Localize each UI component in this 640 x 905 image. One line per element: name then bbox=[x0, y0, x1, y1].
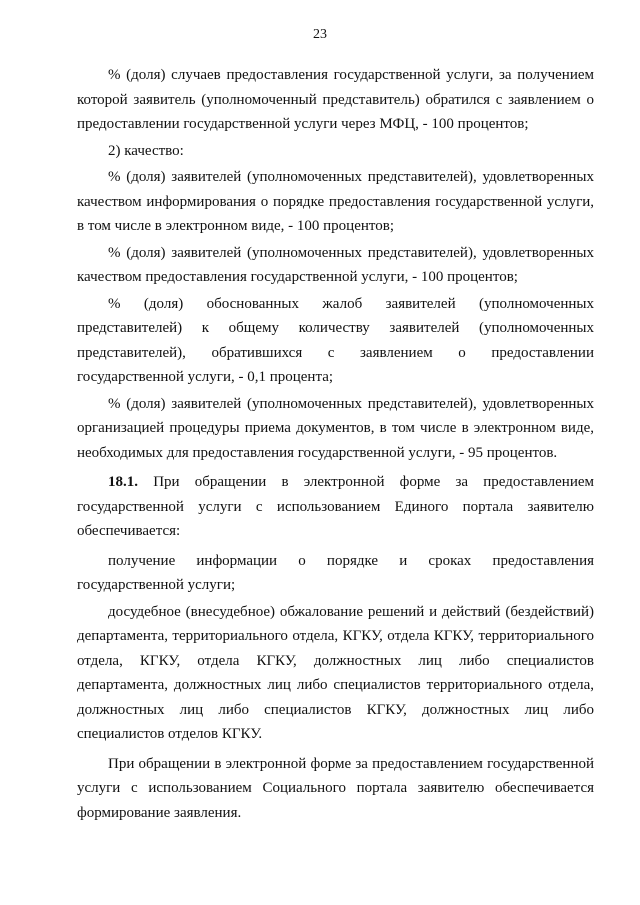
paragraph-social-portal bbox=[77, 752, 594, 826]
paragraph-text: % (доля) случаев предоставления государственной услуги, за получением которой заявитель (уполномоченный представитель) обратился с заявлением о предоставлении государственной услуги через МФЦ, - 100 процентов; bbox=[77, 67, 594, 132]
paragraph-text: % (доля) обоснованных жалоб заявителей (уполномоченных представителей) к общему количеству заявителей (уполномоченных представителей), обратившихся с заявлением о предоставлении государственной услуги, - 0,1 процента; bbox=[77, 295, 594, 385]
paragraph-mfc-share bbox=[77, 63, 594, 137]
section-number: 18.1. bbox=[108, 474, 138, 490]
paragraph-text: % (доля) заявителей (уполномоченных представителей), удовлетворенных качеством предоставления государственной услуги, - 100 процентов; bbox=[77, 244, 594, 285]
paragraph-service-quality bbox=[77, 241, 594, 290]
page-number: 23 bbox=[313, 27, 327, 42]
document-body bbox=[77, 63, 594, 825]
paragraph-text: досудебное (внесудебное) обжалование решений и действий (бездействий) департамента, территориального отдела, КГКУ, отдела КГКУ, территориального отдела, КГКУ, отдела КГКУ, должностных лиц либо специалистов департамента, должностных лиц либо специалистов территориального отдела, должностных лиц либо специалистов КГКУ, должностных лиц либо специалистов отделов КГКУ. bbox=[77, 603, 594, 742]
paragraph-text: % (доля) заявителей (уполномоченных представителей), удовлетворенных качеством информирования о порядке предоставления государственной услуги, в том числе в электронном виде, - 100 процентов; bbox=[77, 169, 594, 234]
paragraph-appeal bbox=[77, 600, 594, 747]
paragraph-text: 2) качество: bbox=[108, 142, 184, 159]
paragraph-reception-quality bbox=[77, 392, 594, 466]
paragraph-text: При обращении в электронной форме за предоставлением государственной услуги с использованием Единого портала заявителю обеспечивается: bbox=[77, 474, 595, 539]
paragraph-informing-quality bbox=[77, 165, 594, 239]
paragraph-section-18-1 bbox=[77, 470, 594, 544]
paragraph-quality-heading bbox=[77, 139, 594, 164]
paragraph-text: получение информации о порядке и сроках предоставления государственной услуги; bbox=[77, 552, 594, 593]
paragraph-text: % (доля) заявителей (уполномоченных представителей), удовлетворенных организацией процедуры приема документов, в том числе в электронном виде, необходимых для предоставления государственной услуги, - 95 процентов. bbox=[77, 395, 594, 461]
paragraph-info-receipt bbox=[77, 549, 594, 598]
paragraph-complaints-share bbox=[77, 292, 594, 390]
paragraph-text: При обращении в электронной форме за предоставлением государственной услуги с использованием Социального портала заявителю обеспечивается формирование заявления. bbox=[77, 755, 594, 821]
